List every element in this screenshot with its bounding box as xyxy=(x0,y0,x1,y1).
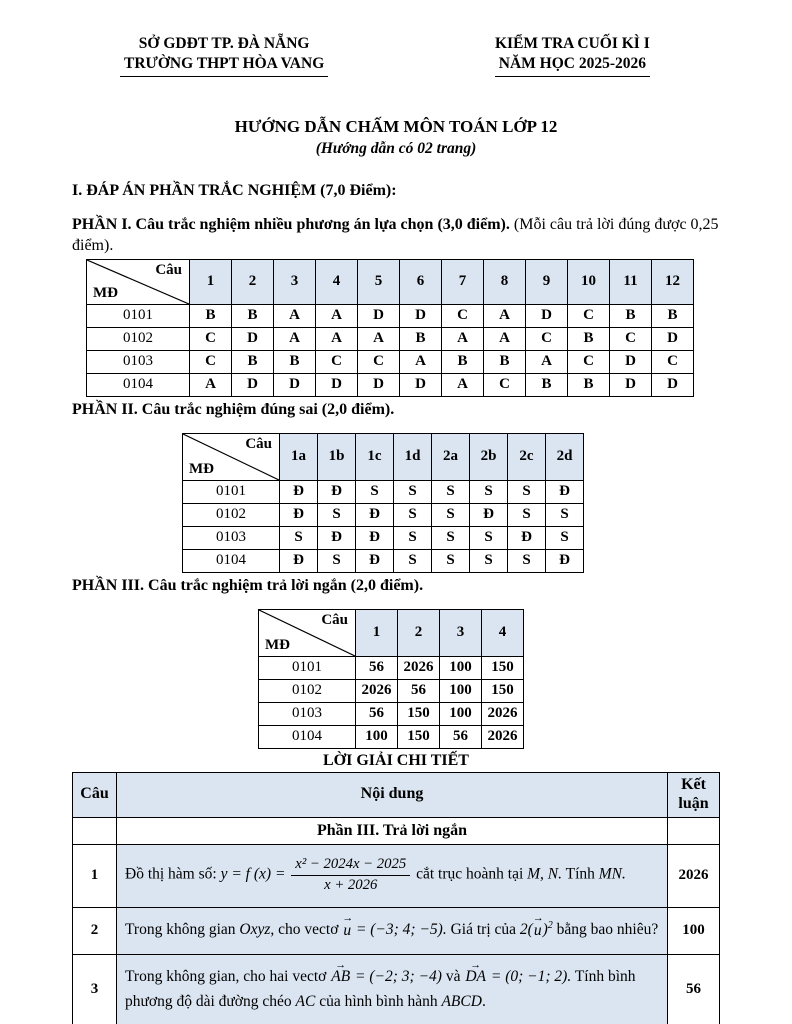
math-text: M, N. xyxy=(527,866,563,884)
answer-row xyxy=(183,526,584,549)
answer-cell: A xyxy=(526,350,568,373)
answer-row xyxy=(259,702,524,725)
document-header xyxy=(72,34,720,77)
answer-cell: C xyxy=(568,350,610,373)
question-column-header: 11 xyxy=(610,259,652,304)
answer-cell: C xyxy=(442,304,484,327)
exam-code-cell: 0104 xyxy=(183,549,280,572)
question-column-header: 1a xyxy=(280,433,318,480)
question-column-header: 8 xyxy=(484,259,526,304)
answer-cell: S xyxy=(394,549,432,572)
fraction xyxy=(291,856,410,894)
plain-text: , cho vectơ xyxy=(270,921,343,939)
answer-row xyxy=(183,480,584,503)
col-header-noidung: Nội dung xyxy=(117,772,668,817)
department-name: SỞ GDĐT TP. ĐÀ NẴNG xyxy=(138,35,310,52)
answer-cell: S xyxy=(356,480,394,503)
answer-cell: 150 xyxy=(398,702,440,725)
corner-label-md: MĐ xyxy=(189,460,214,477)
exam-code-cell: 0101 xyxy=(183,480,280,503)
answer-cell: C xyxy=(190,327,232,350)
issuer-block xyxy=(120,34,328,77)
question-column-header: 1d xyxy=(394,433,432,480)
plain-text: của hình bình hành xyxy=(315,992,442,1010)
answer-cell: B xyxy=(568,327,610,350)
math-text: y = f (x) = xyxy=(220,866,290,884)
header-row xyxy=(87,259,694,304)
solution-answer: 56 xyxy=(668,954,720,1024)
answer-cell: S xyxy=(394,526,432,549)
header-row xyxy=(183,433,584,480)
question-column-header: 1b xyxy=(318,433,356,480)
answer-cell: Đ xyxy=(470,503,508,526)
answer-cell: S xyxy=(280,526,318,549)
answer-cell: D xyxy=(232,327,274,350)
question-column-header: 9 xyxy=(526,259,568,304)
answer-cell: B xyxy=(442,350,484,373)
math-text: Oxyz xyxy=(239,921,271,939)
exam-code-cell: 0102 xyxy=(183,503,280,526)
answer-cell: A xyxy=(316,327,358,350)
plain-text: Tính bình phương độ dài đường chéo xyxy=(125,968,636,1010)
exam-code-cell: 0101 xyxy=(87,304,190,327)
superscript: 2 xyxy=(547,920,553,932)
answer-cell: A xyxy=(190,373,232,396)
answer-cell: S xyxy=(432,526,470,549)
exam-code-cell: 0103 xyxy=(259,702,356,725)
answer-row xyxy=(259,679,524,702)
answer-cell: S xyxy=(508,480,546,503)
answer-cell: S xyxy=(318,503,356,526)
answer-cell: 2026 xyxy=(356,679,398,702)
answer-cell: Đ xyxy=(356,549,394,572)
answer-cell: 100 xyxy=(440,679,482,702)
corner-cell xyxy=(183,433,280,480)
solution-row xyxy=(73,954,720,1024)
question-column-header: 6 xyxy=(400,259,442,304)
answer-cell: C xyxy=(568,304,610,327)
answer-cell: C xyxy=(484,373,526,396)
answer-cell: C xyxy=(358,350,400,373)
plain-text: Trong không gian xyxy=(125,921,240,939)
answer-cell: B xyxy=(652,304,694,327)
part1-answer-table xyxy=(72,259,720,397)
question-column-header: 1 xyxy=(190,259,232,304)
part1-heading: PHẦN I. Câu trắc nghiệm nhiều phương án lựa chọn (3,0 điểm). xyxy=(72,216,510,234)
math-text: MN. xyxy=(598,866,626,884)
answer-cell: A xyxy=(274,327,316,350)
plain-text: bằng bao nhiêu? xyxy=(552,921,659,939)
plain-text: Tính xyxy=(562,866,599,884)
answer-cell: S xyxy=(432,480,470,503)
question-column-header: 2b xyxy=(470,433,508,480)
answer-row xyxy=(259,725,524,748)
vector-symbol: DA → xyxy=(464,965,487,989)
answer-cell: D xyxy=(610,350,652,373)
answer-cell: Đ xyxy=(280,549,318,572)
answer-cell: 56 xyxy=(440,725,482,748)
plain-text: Trong không gian, cho hai vectơ xyxy=(125,968,331,986)
exam-code-cell: 0102 xyxy=(259,679,356,702)
plain-text: cắt trục hoành tại xyxy=(412,866,528,884)
exam-name: KIỂM TRA CUỐI KÌ I xyxy=(495,35,650,52)
answer-cell: C xyxy=(610,327,652,350)
answer-cell: Đ xyxy=(280,503,318,526)
solution-content xyxy=(117,954,668,1024)
answer-cell: 2026 xyxy=(482,702,524,725)
answer-cell: A xyxy=(442,327,484,350)
answer-cell: C xyxy=(316,350,358,373)
question-column-header: 3 xyxy=(274,259,316,304)
solution-row xyxy=(73,844,720,907)
solution-row xyxy=(73,907,720,954)
answer-cell: 100 xyxy=(356,725,398,748)
part1-note: (Mỗi câu trả lời đúng được 0,25 điểm). xyxy=(72,216,719,255)
question-column-header: 3 xyxy=(440,609,482,656)
plain-text: và xyxy=(441,968,465,986)
answer-row xyxy=(87,304,694,327)
part1-intro xyxy=(72,214,720,256)
question-column-header: 2 xyxy=(398,609,440,656)
answer-cell: D xyxy=(610,373,652,396)
answer-cell: S xyxy=(470,549,508,572)
answer-cell: 56 xyxy=(398,679,440,702)
school-name: TRƯỜNG THPT HÒA VANG xyxy=(120,54,328,77)
answer-row xyxy=(87,350,694,373)
question-column-header: 5 xyxy=(358,259,400,304)
answer-cell: C xyxy=(526,327,568,350)
question-column-header: 10 xyxy=(568,259,610,304)
part2-heading: PHẦN II. Câu trắc nghiệm đúng sai (2,0 điểm). xyxy=(72,400,395,418)
answer-cell: B xyxy=(232,350,274,373)
answer-cell: S xyxy=(318,549,356,572)
answer-cell: D xyxy=(400,373,442,396)
school-year: NĂM HỌC 2025-2026 xyxy=(495,54,650,77)
answer-cell: D xyxy=(526,304,568,327)
corner-label-cau: Câu xyxy=(321,611,348,628)
answer-cell: Đ xyxy=(318,526,356,549)
answer-cell: A xyxy=(484,327,526,350)
answer-cell: Đ xyxy=(356,526,394,549)
math-text: = (−3; 4; −5). xyxy=(352,921,447,939)
fraction-denominator: x + 2026 xyxy=(324,877,378,893)
exam-block xyxy=(495,34,650,77)
solutions-table xyxy=(72,772,720,1024)
empty-cell xyxy=(73,817,117,844)
answer-cell: B xyxy=(526,373,568,396)
answer-cell: Đ xyxy=(546,549,584,572)
answer-cell: S xyxy=(470,526,508,549)
corner-label-cau: Câu xyxy=(155,261,182,278)
solution-content xyxy=(117,907,668,954)
answer-cell: B xyxy=(610,304,652,327)
solution-number: 1 xyxy=(73,844,117,907)
solution-number: 3 xyxy=(73,954,117,1024)
answer-cell: 2026 xyxy=(398,656,440,679)
question-column-header: 2c xyxy=(508,433,546,480)
answer-cell: D xyxy=(358,373,400,396)
answer-table xyxy=(182,433,584,573)
answer-cell: B xyxy=(484,350,526,373)
answer-cell: D xyxy=(316,373,358,396)
vector-symbol: u → xyxy=(533,919,543,943)
exam-code-cell: 0103 xyxy=(183,526,280,549)
answer-cell: C xyxy=(190,350,232,373)
answer-cell: 100 xyxy=(440,656,482,679)
answer-row xyxy=(183,549,584,572)
exam-code-cell: 0104 xyxy=(87,373,190,396)
question-column-header: 2 xyxy=(232,259,274,304)
answer-table xyxy=(258,609,524,749)
part2-answer-table xyxy=(72,433,720,573)
answer-cell: S xyxy=(508,503,546,526)
answer-cell: Đ xyxy=(546,480,584,503)
question-column-header: 4 xyxy=(482,609,524,656)
answer-cell: Đ xyxy=(318,480,356,503)
answer-cell: B xyxy=(568,373,610,396)
part3-answer-table xyxy=(72,609,720,749)
answer-row xyxy=(259,656,524,679)
plain-text: Đồ thị hàm số: xyxy=(125,866,221,884)
document-subtitle: (Hướng dẫn có 02 trang) xyxy=(315,140,477,158)
math-text: = (0; −1; 2). xyxy=(487,968,572,986)
answer-cell: S xyxy=(546,503,584,526)
question-column-header: 4 xyxy=(316,259,358,304)
exam-code-cell: 0101 xyxy=(259,656,356,679)
fraction-numerator: x² − 2024x − 2025 xyxy=(291,856,410,876)
answer-cell: A xyxy=(400,350,442,373)
col-header-cau: Câu xyxy=(73,772,117,817)
answer-cell: 2026 xyxy=(482,725,524,748)
answer-cell: D xyxy=(232,373,274,396)
corner-label-cau: Câu xyxy=(245,435,272,452)
answer-cell: D xyxy=(358,304,400,327)
answer-cell: A xyxy=(274,304,316,327)
answer-cell: 150 xyxy=(398,725,440,748)
answer-cell: D xyxy=(400,304,442,327)
question-column-header: 2a xyxy=(432,433,470,480)
answer-row xyxy=(183,503,584,526)
question-column-header: 1 xyxy=(356,609,398,656)
solution-answer: 2026 xyxy=(668,844,720,907)
answer-cell: A xyxy=(484,304,526,327)
answer-cell: B xyxy=(400,327,442,350)
plain-text: Giá trị của xyxy=(446,921,520,939)
question-column-header: 2d xyxy=(546,433,584,480)
answer-cell: A xyxy=(316,304,358,327)
answer-cell: S xyxy=(432,503,470,526)
answer-cell: D xyxy=(652,373,694,396)
math-text: ABCD xyxy=(441,992,482,1010)
math-text: 2( xyxy=(519,921,533,939)
exam-code-cell: 0102 xyxy=(87,327,190,350)
answer-cell: C xyxy=(652,350,694,373)
part3-heading: PHẦN III. Câu trắc nghiệm trả lời ngắn (2,0 điểm). xyxy=(72,576,424,594)
answer-cell: B xyxy=(190,304,232,327)
answer-table xyxy=(86,259,694,397)
question-column-header: 1c xyxy=(356,433,394,480)
answer-cell: S xyxy=(432,549,470,572)
answer-cell: 100 xyxy=(440,702,482,725)
solutions-title: LỜI GIẢI CHI TIẾT xyxy=(323,751,469,769)
corner-cell xyxy=(87,259,190,304)
corner-cell xyxy=(259,609,356,656)
math-text: AC xyxy=(295,992,316,1010)
solutions-subheader-row xyxy=(73,817,720,844)
answer-cell: A xyxy=(442,373,484,396)
answer-cell: D xyxy=(652,327,694,350)
answer-cell: Đ xyxy=(508,526,546,549)
answer-cell: B xyxy=(232,304,274,327)
col-header-ketluan: Kết luận xyxy=(668,772,720,817)
solution-answer: 100 xyxy=(668,907,720,954)
answer-cell: S xyxy=(546,526,584,549)
question-column-header: 12 xyxy=(652,259,694,304)
answer-row xyxy=(87,373,694,396)
answer-cell: 150 xyxy=(482,679,524,702)
exam-code-cell: 0104 xyxy=(259,725,356,748)
answer-cell: S xyxy=(394,480,432,503)
corner-label-md: MĐ xyxy=(93,284,118,301)
answer-row xyxy=(87,327,694,350)
math-text: = (−2; 3; −4) xyxy=(351,968,442,986)
answer-cell: 56 xyxy=(356,656,398,679)
main-section-heading: I. ĐÁP ÁN PHẦN TRẮC NGHIỆM (7,0 Điểm): xyxy=(72,182,397,200)
answer-cell: Đ xyxy=(356,503,394,526)
answer-cell: 150 xyxy=(482,656,524,679)
answer-cell: S xyxy=(508,549,546,572)
exam-code-cell: 0103 xyxy=(87,350,190,373)
answer-cell: D xyxy=(274,373,316,396)
answer-cell: S xyxy=(394,503,432,526)
corner-label-md: MĐ xyxy=(265,636,290,653)
solutions-subheader: Phần III. Trả lời ngắn xyxy=(117,817,668,844)
plain-text: . xyxy=(481,992,486,1010)
solution-content xyxy=(117,844,668,907)
empty-cell xyxy=(668,817,720,844)
answer-cell: A xyxy=(358,327,400,350)
answer-cell: 56 xyxy=(356,702,398,725)
answer-cell: B xyxy=(274,350,316,373)
solution-number: 2 xyxy=(73,907,117,954)
vector-symbol: u → xyxy=(342,919,352,943)
question-column-header: 7 xyxy=(442,259,484,304)
vector-symbol: AB → xyxy=(330,965,351,989)
header-row xyxy=(259,609,524,656)
answer-cell: S xyxy=(470,480,508,503)
answer-cell: Đ xyxy=(280,480,318,503)
solutions-header-row xyxy=(73,772,720,817)
document-title: HƯỚNG DẪN CHẤM MÔN TOÁN LỚP 12 xyxy=(234,117,558,137)
math-text: ) xyxy=(542,921,548,939)
